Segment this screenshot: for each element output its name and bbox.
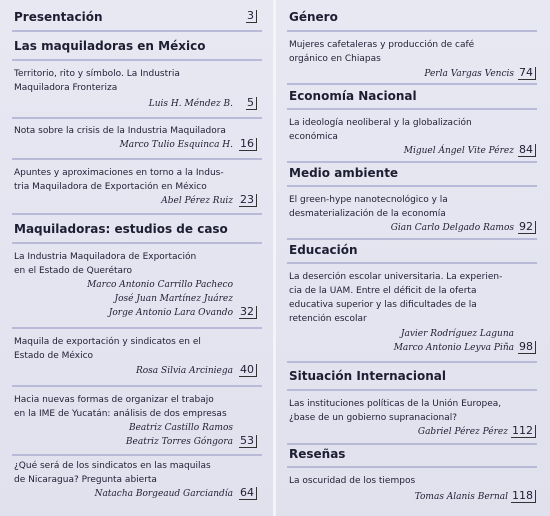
page-number: 3: [246, 10, 257, 23]
article-title: Nota sobre la crisis de la Industria Maquiladora: [14, 126, 226, 136]
item-rule: [12, 117, 262, 119]
article-author: Perla Vargas Vencis: [424, 69, 514, 79]
item-rule: [12, 385, 262, 387]
section-heading-genero: Género: [289, 10, 338, 24]
section-rule: [287, 30, 537, 32]
article-title: La deserción escolar universitaria. La experien- cia de la UAM. Entre el déficit de la oferta educativa superior y las dificultades de la retención escolar: [289, 272, 503, 324]
page-number: 112: [511, 425, 536, 438]
article-author: Miguel Ángel Vite Pérez: [403, 146, 514, 156]
section-rule: [287, 108, 537, 110]
section-rule: [287, 161, 537, 163]
item-rule: [12, 454, 262, 456]
article-title: Apuntes y aproximaciones en torno a la Indus- tria Maquiladora de Exportación en México: [14, 168, 224, 192]
page-number: 64: [239, 487, 257, 500]
page-number: 40: [239, 364, 257, 377]
article-author: Luis H. Méndez B.: [148, 99, 233, 109]
page-number: 98: [518, 341, 536, 354]
section-heading-estudios-de-caso: Maquiladoras: estudios de caso: [14, 222, 228, 236]
article-author: Beatriz Castillo Ramos Beatriz Torres Góngora: [125, 423, 233, 447]
article-author: Marco Tulio Esquinca H.: [119, 140, 233, 150]
section-rule: [12, 242, 262, 244]
section-rule: [287, 238, 537, 240]
column-divider: [273, 0, 276, 516]
article-title: Hacia nuevas formas de organizar el trabajo en la IME de Yucatán: análisis de dos empresas: [14, 395, 227, 419]
page-number: 23: [239, 194, 257, 207]
page-number: 118: [511, 490, 536, 503]
section-rule: [287, 185, 537, 187]
article-title: ¿Qué será de los sindicatos en las maquilas de Nicaragua? Pregunta abierta: [14, 461, 211, 485]
section-rule: [12, 213, 262, 215]
section-heading-situacion-internacional: Situación Internacional: [289, 369, 446, 383]
section-rule: [287, 443, 537, 445]
page-number: 16: [239, 138, 257, 151]
section-rule: [287, 466, 537, 468]
page-number: 84: [518, 144, 536, 157]
article-author: Javier Rodríguez Laguna Marco Antonio Leyva Piña: [393, 329, 514, 353]
article-title: La ideología neoliberal y la globalización económica: [289, 118, 472, 142]
article-title: Mujeres cafetaleras y producción de café orgánico en Chiapas: [289, 40, 475, 64]
section-heading-resenas: Reseñas: [289, 447, 346, 461]
page-number: 5: [246, 97, 257, 110]
article-author: Natacha Borgeaud Garciandía: [94, 489, 233, 499]
article-title: Maquila de exportación y sindicatos en el Estado de México: [14, 337, 201, 361]
page-number: 92: [518, 221, 536, 234]
article-title: Las instituciones políticas de la Unión Europea, ¿base de un gobierno supranacional?: [289, 399, 502, 423]
article-title: Territorio, rito y símbolo. La Industria Maquiladora Fronteriza: [14, 69, 180, 93]
section-heading-presentacion: Presentación: [14, 10, 103, 24]
section-rule: [287, 262, 537, 264]
item-rule: [12, 327, 262, 329]
article-title: La oscuridad de los tiempos: [289, 476, 416, 486]
section-rule: [12, 30, 262, 32]
article-author: Abel Pérez Ruiz: [161, 196, 233, 206]
section-heading-medio-ambiente: Medio ambiente: [289, 166, 399, 180]
section-heading-economia-nacional: Economía Nacional: [289, 89, 417, 103]
section-rule: [287, 389, 537, 391]
page-number: 74: [518, 67, 536, 80]
article-author: Gian Carlo Delgado Ramos: [390, 223, 514, 233]
article-title: La Industria Maquiladora de Exportación en el Estado de Querétaro: [14, 252, 197, 276]
article-title: El green-hype nanotecnológico y la desmaterialización de la economía: [289, 195, 448, 219]
article-author: Tomas Alanis Bernal: [414, 492, 508, 502]
section-rule: [12, 59, 262, 61]
article-author: Gabriel Pérez Pérez: [417, 427, 508, 437]
item-rule: [12, 158, 262, 160]
article-author: Rosa Silvia Arciniega: [135, 366, 233, 376]
section-rule: [287, 83, 537, 85]
section-heading-maquiladoras-mexico: Las maquiladoras en México: [14, 39, 206, 53]
page-number: 53: [239, 435, 257, 448]
article-author: Marco Antonio Carrillo Pacheco José Juan Martínez Juárez Jorge Antonio Lara Ovando: [87, 280, 233, 318]
page-number: 32: [239, 306, 257, 319]
section-heading-educacion: Educación: [289, 243, 358, 257]
section-rule: [287, 361, 537, 363]
